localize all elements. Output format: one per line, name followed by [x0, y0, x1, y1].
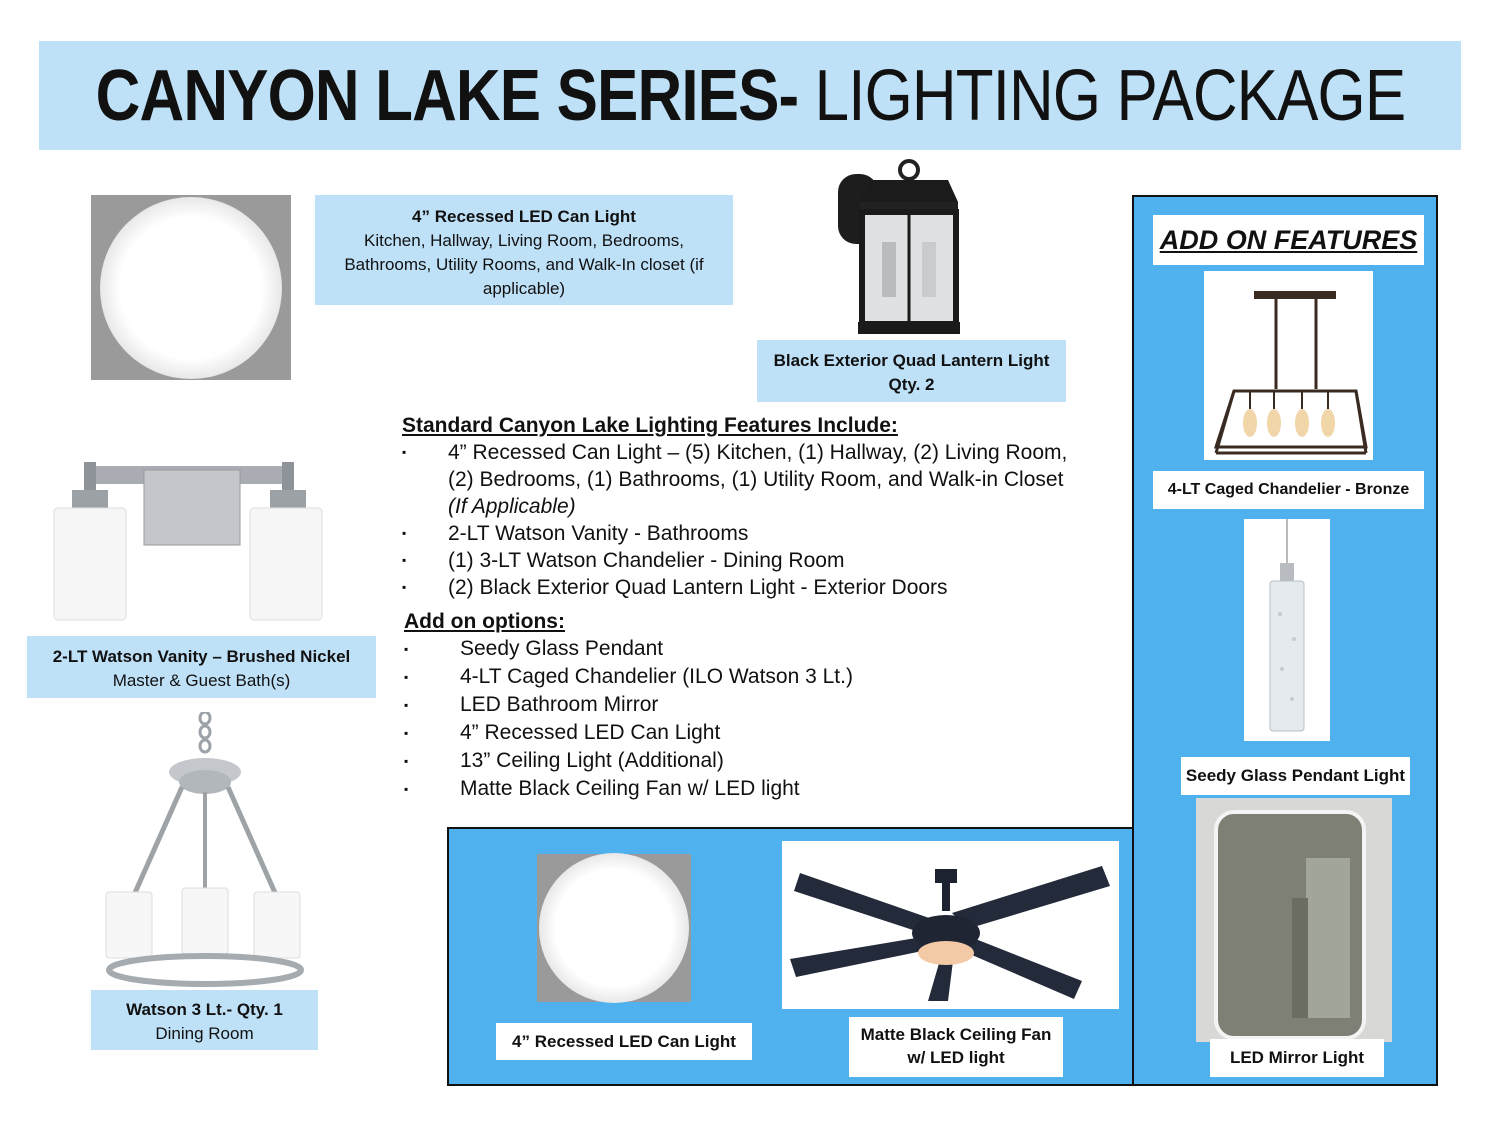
add-on-features-title: ADD ON FEATURES [1153, 215, 1424, 265]
standard-features [402, 412, 1112, 601]
lantern-caption-heading: Black Exterior Quad Lantern Light [773, 351, 1050, 370]
led-mirror-image [1196, 798, 1392, 1042]
addon-item-6: Matte Black Ceiling Fan w/ LED light [460, 777, 800, 800]
can-light-addon-image [537, 854, 691, 1002]
list-item [404, 635, 1104, 663]
bullet: ▪ [404, 754, 409, 768]
can-light-caption-heading: 4” Recessed LED Can Light [412, 207, 636, 226]
page-title-bold: CANYON LAKE SERIES- [95, 55, 798, 136]
can-light-addon-label: 4” Recessed LED Can Light [496, 1023, 752, 1060]
addon-item-5: 13” Ceiling Light (Additional) [460, 749, 724, 772]
ceiling-fan-label [849, 1017, 1063, 1077]
watson-caption-heading: Watson 3 Lt.- Qty. 1 [126, 1000, 283, 1019]
list-item [404, 775, 1104, 803]
addon-item-1: Seedy Glass Pendant [460, 637, 664, 660]
can-light-caption [315, 195, 733, 305]
addon-item-3: LED Bathroom Mirror [460, 693, 659, 716]
title-banner [39, 41, 1461, 150]
addon-item-2: 4-LT Caged Chandelier (ILO Watson 3 Lt.) [460, 665, 853, 688]
bullet: ▪ [402, 553, 407, 567]
standard-item-4: (2) Black Exterior Quad Lantern Light - Exterior Doors [448, 576, 948, 599]
standard-item-3: (1) 3-LT Watson Chandelier - Dining Room [448, 549, 845, 572]
lantern-image [830, 152, 980, 337]
addon-options-title: Add on options: [404, 610, 565, 633]
ceiling-fan-label-line2: w/ LED light [907, 1048, 1005, 1067]
standard-item-1-line1: 4” Recessed Can Light – (5) Kitchen, (1) Hallway, (2) Living Room, [448, 441, 1068, 464]
bullet: ▪ [402, 526, 407, 540]
addon-options [404, 608, 1104, 803]
bullet: ▪ [402, 580, 407, 594]
list-item [404, 719, 1104, 747]
list-item [402, 547, 1112, 574]
page-title [95, 55, 1405, 136]
lantern-caption [757, 340, 1066, 402]
can-light-caption-line2: Bathrooms, Utility Rooms, and Walk-In closet (if [344, 255, 704, 274]
caged-chandelier-label: 4-LT Caged Chandelier - Bronze [1153, 471, 1424, 509]
can-light-image [91, 195, 291, 380]
vanity-caption [27, 636, 376, 698]
vanity-image [50, 460, 325, 622]
caged-chandelier-image [1204, 271, 1373, 460]
bullet: ▪ [402, 445, 407, 459]
ceiling-fan-image [782, 841, 1119, 1009]
vanity-caption-sub: Master & Guest Bath(s) [112, 671, 291, 690]
standard-features-title: Standard Canyon Lake Lighting Features Include: [402, 414, 898, 437]
watson-chandelier-image [92, 712, 317, 990]
list-item [404, 747, 1104, 775]
add-on-features-panel [1132, 195, 1438, 1086]
standard-item-1-line3: (If Applicable) [448, 495, 576, 518]
bullet: ▪ [404, 642, 409, 656]
bullet: ▪ [404, 782, 409, 796]
seedy-pendant-label: Seedy Glass Pendant Light [1181, 757, 1410, 795]
list-item [402, 574, 1112, 601]
bullet: ▪ [404, 698, 409, 712]
bottom-addon-panel [447, 827, 1133, 1086]
can-light-caption-line3: applicable) [482, 279, 566, 298]
ceiling-fan-label-line1: Matte Black Ceiling Fan [860, 1025, 1052, 1044]
list-item [404, 663, 1104, 691]
addon-item-4: 4” Recessed LED Can Light [460, 721, 721, 744]
seedy-pendant-image [1244, 519, 1330, 741]
led-mirror-label: LED Mirror Light [1210, 1039, 1384, 1077]
standard-item-1-line2: (2) Bedrooms, (1) Bathrooms, (1) Utility Room, and Walk-in Closet [448, 468, 1064, 491]
watson-caption-sub: Dining Room [155, 1024, 254, 1043]
can-light-caption-line1: Kitchen, Hallway, Living Room, Bedrooms, [364, 231, 684, 250]
bullet: ▪ [404, 726, 409, 740]
watson-caption [91, 990, 318, 1050]
lantern-caption-qty: Qty. 2 [888, 375, 935, 394]
list-item [402, 439, 1112, 520]
vanity-caption-heading: 2-LT Watson Vanity – Brushed Nickel [52, 647, 351, 666]
page-title-light: LIGHTING PACKAGE [797, 55, 1405, 136]
bullet: ▪ [404, 670, 409, 684]
list-item [404, 691, 1104, 719]
list-item [402, 520, 1112, 547]
standard-item-2: 2-LT Watson Vanity - Bathrooms [448, 522, 749, 545]
